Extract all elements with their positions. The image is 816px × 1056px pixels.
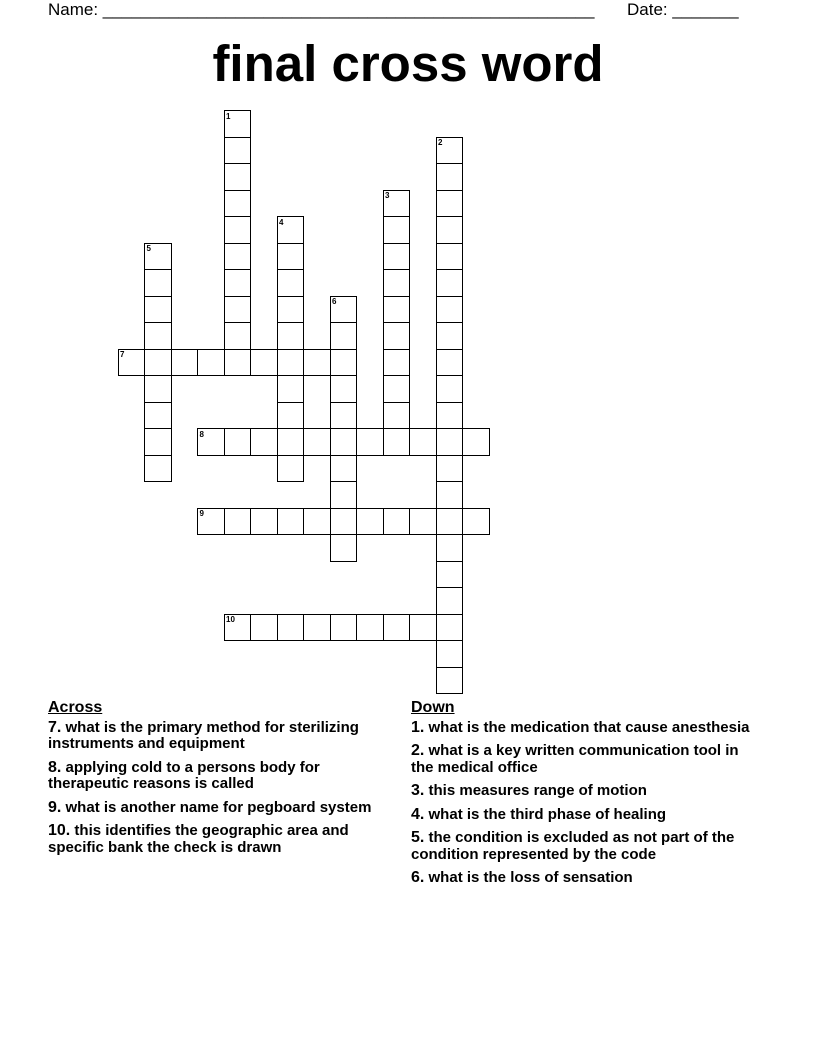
- cell-number-6: 6: [332, 297, 337, 306]
- grid-cell[interactable]: [462, 508, 490, 536]
- grid-cell[interactable]: [144, 375, 172, 403]
- clue-down-2: [411, 743, 761, 776]
- down-heading: Down: [411, 699, 455, 716]
- clue-down-5: [411, 830, 761, 863]
- grid-cell[interactable]: [330, 402, 358, 430]
- clue-number: 9.: [48, 798, 62, 816]
- clue-number: 1.: [411, 718, 425, 736]
- grid-cell[interactable]: [436, 481, 464, 509]
- clue-text: the condition is excluded as not part of the condition represented by the code: [411, 829, 735, 863]
- grid-cell[interactable]: [356, 428, 384, 456]
- grid-cell[interactable]: [462, 428, 490, 456]
- clue-number: 5.: [411, 829, 425, 846]
- clue-text: applying cold to a persons body for therapeutic reasons is called: [48, 758, 320, 792]
- grid-cell[interactable]: [250, 349, 278, 377]
- cell-number-8: 8: [199, 429, 204, 439]
- grid-cell[interactable]: [383, 296, 411, 324]
- clue-down-1: [411, 720, 761, 737]
- grid-cell[interactable]: [224, 508, 252, 536]
- clue-down-4: [411, 807, 761, 824]
- grid-cell[interactable]: [250, 428, 278, 456]
- grid-cell[interactable]: [383, 243, 411, 271]
- grid-cell[interactable]: [224, 349, 252, 377]
- grid-cell[interactable]: [436, 455, 464, 483]
- grid-cell[interactable]: [224, 269, 252, 297]
- clue-text: what is the medication that cause anesthesia: [428, 718, 750, 736]
- grid-cell[interactable]: [383, 375, 411, 403]
- grid-cell[interactable]: [144, 402, 172, 430]
- date-field: Date: _______: [627, 0, 739, 19]
- grid-cell[interactable]: [144, 428, 172, 456]
- grid-cell[interactable]: [436, 534, 464, 562]
- clue-number: 3.: [411, 782, 425, 799]
- grid-cell[interactable]: [250, 614, 278, 642]
- cell-number-5: 5: [146, 244, 151, 253]
- clue-text: this measures range of motion: [428, 782, 647, 799]
- clue-text: this identifies the geographic area and specific bank the check is drawn: [48, 822, 349, 856]
- cell-number-1: 1: [226, 111, 231, 121]
- cell-number-7: 7: [120, 350, 125, 359]
- grid-cell[interactable]: [436, 322, 464, 350]
- grid-cell[interactable]: [277, 349, 305, 377]
- grid-cell[interactable]: [356, 614, 384, 642]
- grid-cell[interactable]: [277, 322, 305, 350]
- grid-cell[interactable]: [224, 190, 252, 218]
- cell-number-3: 3: [385, 191, 390, 200]
- grid-cell[interactable]: [409, 508, 437, 536]
- grid-cell[interactable]: [409, 428, 437, 456]
- grid-cell[interactable]: [197, 349, 225, 377]
- grid-cell[interactable]: [277, 455, 305, 483]
- clue-number: 7.: [48, 718, 62, 736]
- puzzle-title: final cross word: [212, 35, 604, 92]
- name-field: Name: ____________________________________________________: [48, 0, 595, 19]
- grid-cell[interactable]: [330, 375, 358, 403]
- grid-cell[interactable]: [144, 455, 172, 483]
- grid-cell[interactable]: [356, 508, 384, 536]
- grid-cell[interactable]: [330, 428, 358, 456]
- across-clues: [48, 700, 398, 863]
- clue-text: what is another name for pegboard system: [65, 798, 372, 816]
- cell-number-2: 2: [438, 138, 443, 147]
- grid-cell[interactable]: [224, 296, 252, 324]
- clue-text: what is the third phase of healing: [428, 805, 667, 823]
- grid-cell[interactable]: [436, 375, 464, 403]
- clue-across-7: [48, 720, 398, 753]
- clue-number: 8.: [48, 758, 62, 776]
- grid-cell[interactable]: [330, 481, 358, 509]
- grid-cell[interactable]: [330, 614, 358, 642]
- grid-cell[interactable]: [224, 322, 252, 350]
- grid-cell[interactable]: [330, 349, 358, 377]
- clue-across-10: [48, 823, 398, 856]
- cell-number-4: 4: [279, 217, 284, 227]
- down-clues: [411, 700, 761, 894]
- across-heading: Across: [48, 699, 103, 716]
- grid-cell[interactable]: [436, 561, 464, 589]
- grid-cell[interactable]: [224, 216, 252, 244]
- grid-cell[interactable]: [409, 614, 437, 642]
- grid-cell[interactable]: [436, 667, 464, 695]
- grid-cell[interactable]: [277, 402, 305, 430]
- grid-cell[interactable]: [436, 296, 464, 324]
- grid-cell[interactable]: [224, 428, 252, 456]
- grid-cell[interactable]: [436, 216, 464, 244]
- grid-cell[interactable]: [144, 269, 172, 297]
- clue-number: 10.: [48, 822, 71, 839]
- grid-cell[interactable]: [436, 428, 464, 456]
- grid-cell[interactable]: [436, 587, 464, 615]
- clue-number: 2.: [411, 742, 425, 759]
- clue-number: 6.: [411, 869, 425, 886]
- clue-text: what is the loss of sensation: [428, 869, 633, 886]
- grid-cell[interactable]: [277, 375, 305, 403]
- grid-cell[interactable]: [330, 322, 358, 350]
- grid-cell[interactable]: [436, 614, 464, 642]
- grid-cell[interactable]: [303, 614, 331, 642]
- grid-cell[interactable]: [224, 163, 252, 191]
- clue-text: what is the primary method for sterilizing instruments and equipment: [48, 718, 359, 752]
- grid-cell[interactable]: [277, 508, 305, 536]
- grid-cell[interactable]: [277, 614, 305, 642]
- grid-cell[interactable]: [383, 216, 411, 244]
- grid-cell[interactable]: [277, 243, 305, 271]
- grid-cell[interactable]: [224, 137, 252, 165]
- clue-down-3: [411, 783, 761, 800]
- grid-cell[interactable]: [144, 322, 172, 350]
- grid-cell[interactable]: [383, 614, 411, 642]
- grid-cell[interactable]: [277, 269, 305, 297]
- grid-cell[interactable]: [436, 163, 464, 191]
- grid-cell[interactable]: [383, 402, 411, 430]
- grid-cell[interactable]: [436, 243, 464, 271]
- grid-cell[interactable]: [330, 455, 358, 483]
- grid-cell[interactable]: [250, 508, 278, 536]
- grid-cell[interactable]: [436, 402, 464, 430]
- clue-number: 4.: [411, 805, 425, 823]
- grid-cell[interactable]: [144, 296, 172, 324]
- clue-across-8: [48, 760, 398, 793]
- grid-cell[interactable]: [436, 349, 464, 377]
- grid-cell[interactable]: [383, 349, 411, 377]
- grid-cell[interactable]: [436, 640, 464, 668]
- grid-cell[interactable]: [383, 428, 411, 456]
- grid-cell[interactable]: [224, 243, 252, 271]
- grid-cell[interactable]: [330, 508, 358, 536]
- clue-down-6: [411, 870, 761, 887]
- grid-cell[interactable]: [303, 349, 331, 377]
- grid-cell[interactable]: [436, 190, 464, 218]
- grid-cell[interactable]: [303, 508, 331, 536]
- grid-cell[interactable]: [383, 508, 411, 536]
- grid-cell[interactable]: [383, 322, 411, 350]
- clue-text: what is a key written communication tool in the medical office: [411, 742, 739, 776]
- grid-cell[interactable]: [436, 269, 464, 297]
- cell-number-9: 9: [199, 509, 204, 518]
- cell-number-10: 10: [226, 615, 235, 624]
- grid-cell[interactable]: [303, 428, 331, 456]
- grid-cell[interactable]: [144, 349, 172, 377]
- grid-cell[interactable]: [330, 534, 358, 562]
- grid-cell[interactable]: [277, 428, 305, 456]
- grid-cell[interactable]: [277, 296, 305, 324]
- grid-cell[interactable]: [171, 349, 199, 377]
- grid-cell[interactable]: [383, 269, 411, 297]
- grid-cell[interactable]: [436, 508, 464, 536]
- clue-across-9: [48, 800, 398, 817]
